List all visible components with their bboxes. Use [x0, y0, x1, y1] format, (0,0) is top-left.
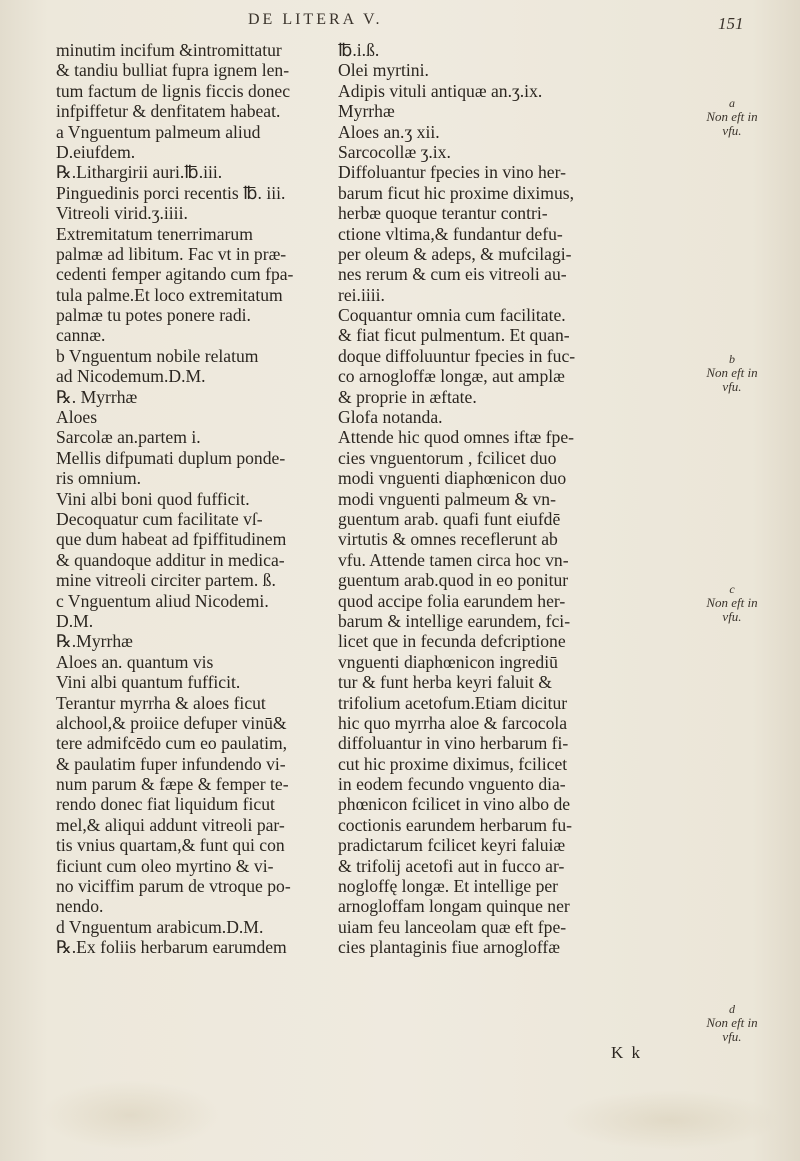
text-line: num parum & fæpe & femper te-: [56, 774, 289, 795]
text-line: trifolium acetofum.Etiam dicitur: [338, 692, 568, 713]
text-line: alchool,& proiice defuper vinū&: [56, 712, 287, 733]
text-line: ctione vltima,& fundantur defu-: [338, 223, 563, 244]
text-line: co arnogloffæ longæ, aut amplæ: [338, 366, 565, 387]
text-line: arnogloffam longam quinque ner: [338, 896, 570, 917]
margin-note-mark: b: [729, 352, 735, 366]
margin-note-text: Non eft in vfu.: [706, 595, 758, 624]
text-line: licet que in fecunda defcriptione: [338, 631, 566, 652]
text-line: ris omnium.: [56, 468, 142, 489]
text-line: que dum habeat ad fpiffitudinem: [56, 529, 287, 550]
paper-stain: [40, 1080, 220, 1150]
text-line: mel,& aliqui addunt vitreoli par-: [56, 814, 285, 835]
text-line: nes rerum & cum eis vitreoli au-: [338, 264, 567, 285]
text-line: vnguenti diaphœnicon ingrediū: [338, 651, 558, 672]
text-line: & fiat ficut pulmentum. Et quan-: [338, 325, 570, 346]
text-line: in eodem fecundo vnguento dia-: [338, 774, 566, 795]
text-line: uiam feu lanceolam quæ eft fpe-: [338, 916, 567, 937]
text-line: Olei myrtini.: [338, 60, 429, 81]
text-line: minutim incifum &intromittatur: [56, 40, 282, 60]
right-text-column: [338, 40, 698, 958]
text-line: per oleum & adeps, & mufcilagi-: [338, 243, 572, 264]
text-line: cut hic proxime diximus, fcilicet: [338, 753, 568, 774]
text-line: Myrrhæ: [338, 101, 395, 122]
text-line: rei.iiii.: [338, 284, 385, 305]
text-line: tula palme.Et loco extremitatum: [56, 284, 283, 305]
text-line: Diffoluantur fpecies in vino her-: [338, 162, 566, 183]
text-line: barum & intellige earundem, fci-: [338, 610, 571, 631]
text-line: ℞.Lithargirii auri.℔.iii.: [56, 162, 223, 183]
text-line: & trifolij acetofi aut in fucco ar-: [338, 855, 565, 876]
text-line: rendo donec fiat liquidum ficut: [56, 794, 275, 815]
text-line: Glofa notanda.: [338, 407, 443, 428]
margin-note-text: Non eft in vfu.: [706, 109, 758, 138]
text-line: Vini albi boni quod fufficit.: [56, 488, 250, 509]
text-line: nendo.: [56, 896, 104, 917]
text-line: cies plantaginis fiue arnogloffæ: [338, 937, 560, 958]
text-line: ℞.Ex foliis herbarum earumdem: [56, 937, 287, 958]
text-line: Sarcocollæ ʒ.ix.: [338, 141, 451, 162]
text-line: Mellis difpumati duplum ponde-: [56, 447, 286, 468]
margin-note-mark: a: [729, 96, 735, 110]
text-line: no viciffim parum de vtroque po-: [56, 876, 291, 897]
text-line: modi vnguenti palmeum & vn-: [338, 488, 556, 509]
text-line: Aloes an. quantum vis: [56, 651, 214, 672]
page-number: 151: [718, 14, 744, 33]
text-line: Decoquatur cum facilitate vſ-: [56, 508, 263, 529]
text-line: c Vnguentum aliud Nicodemi.: [56, 590, 269, 611]
text-line: tur & funt herba keyri faluit &: [338, 672, 552, 693]
margin-note-a: [702, 96, 762, 138]
running-head: DE LITERA V.: [248, 11, 383, 28]
text-line: coctionis earundem herbarum fu-: [338, 814, 573, 835]
margin-note-b: [702, 352, 762, 394]
text-line: ℞.Myrrhæ: [56, 631, 133, 652]
text-line: Coquantur omnia cum facilitate.: [338, 305, 566, 326]
text-line: doque diffoluuntur fpecies in fuc-: [338, 345, 576, 366]
margin-note-mark: d: [729, 1002, 735, 1016]
text-line: & proprie in æftate.: [338, 386, 477, 407]
text-line: a Vnguentum palmeum aliud: [56, 121, 261, 142]
page-header: [0, 6, 800, 36]
text-line: Aloes an.ʒ xii.: [338, 121, 440, 142]
text-line: Attende hic quod omnes iftæ fpe-: [338, 427, 574, 448]
text-line: ad Nicodemum.D.M.: [56, 366, 206, 387]
text-line: tere admifcēdo cum eo paulatim,: [56, 733, 288, 754]
paper-stain: [560, 1090, 780, 1150]
text-line: infpiffetur & denfitatem habeat.: [56, 101, 281, 122]
text-line: Aloes: [56, 407, 98, 428]
text-line: Extremitatum tenerrimarum: [56, 223, 253, 244]
margin-note-d: [702, 1002, 762, 1044]
text-line: D.eiufdem.: [56, 141, 136, 162]
text-line: b Vnguentum nobile relatum: [56, 345, 259, 366]
text-line: & paulatim fuper infundendo vi-: [56, 753, 286, 774]
text-line: guentum arab. quafi funt eiufdē: [338, 508, 561, 529]
text-line: Vitreoli virid.ʒ.iiii.: [56, 203, 188, 224]
text-line: Vini albi quantum fufficit.: [56, 672, 241, 693]
margin-note-text: Non eft in vfu.: [706, 1015, 758, 1044]
text-line: diffoluantur in vino herbarum fi-: [338, 733, 569, 754]
text-line: ℞. Myrrhæ: [56, 386, 138, 407]
margin-note-text: Non eft in vfu.: [706, 365, 758, 394]
text-line: ℔.i.ß.: [338, 40, 380, 60]
text-line: barum ficut hic proxime diximus,: [338, 182, 575, 203]
text-line: ficiunt cum oleo myrtino & vi-: [56, 855, 274, 876]
text-line: Adipis vituli antiquæ an.ʒ.ix.: [338, 80, 543, 101]
margin-note-mark: c: [729, 582, 735, 596]
text-line: cies vnguentorum , fcilicet duo: [338, 447, 557, 468]
text-line: & quandoque additur in medica-: [56, 549, 285, 570]
text-line: cedenti femper agitando cum fpa-: [56, 264, 294, 285]
text-line: D.M.: [56, 610, 94, 631]
text-line: modi vnguenti diaphœnicon duo: [338, 468, 567, 489]
catchword: K k: [611, 1043, 643, 1062]
text-line: quod accipe folia earundem her-: [338, 590, 566, 611]
text-line: phœnicon fcilicet in vino albo de: [338, 794, 571, 815]
text-line: Terantur myrrha & aloes ficut: [56, 692, 266, 713]
text-line: hic quo myrrha aloe & farcocola: [338, 712, 568, 733]
text-line: palmæ ad libitum. Fac vt in præ-: [56, 243, 287, 264]
text-line: herbæ quoque terantur contri-: [338, 203, 548, 224]
text-line: Sarcolæ an.partem i.: [56, 427, 201, 448]
text-line: nogloffę longæ. Et intellige per: [338, 876, 559, 897]
text-line: Pinguedinis porci recentis ℔. iii.: [56, 182, 286, 203]
text-line: tum factum de lignis ficcis donec: [56, 80, 291, 101]
text-line: d Vnguentum arabicum.D.M.: [56, 916, 264, 937]
text-line: cannæ.: [56, 325, 106, 346]
margin-note-c: [702, 582, 762, 624]
text-line: & tandiu bulliat fupra ignem len-: [56, 60, 290, 81]
text-line: palmæ tu potes ponere radi.: [56, 305, 251, 326]
text-line: pradictarum fcilicet keyri faluiæ: [338, 835, 566, 856]
text-line: virtutis & omnes receflerunt ab: [338, 529, 558, 550]
text-line: mine vitreoli circiter partem. ß.: [56, 570, 276, 591]
text-line: guentum arab.quod in eo ponitur: [338, 570, 569, 591]
text-line: tis vnius quartam,& funt qui con: [56, 835, 285, 856]
text-line: vfu. Attende tamen circa hoc vn-: [338, 549, 569, 570]
left-text-column: [56, 40, 324, 958]
